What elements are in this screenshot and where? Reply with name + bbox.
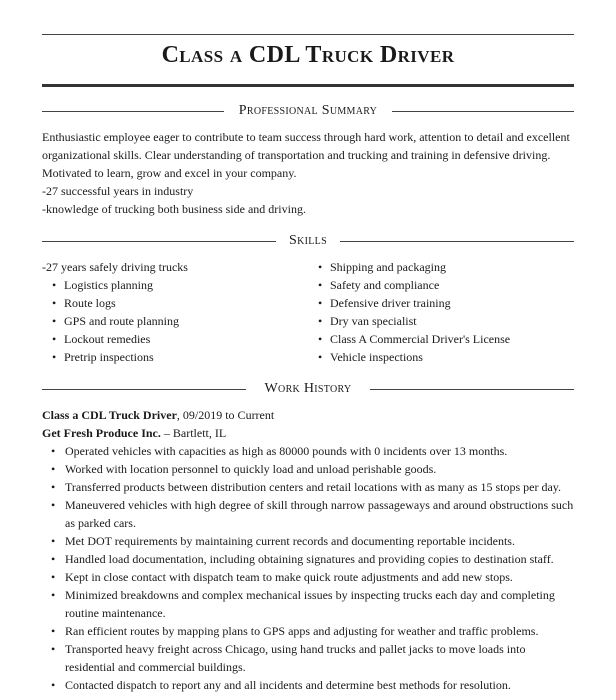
summary-line: -knowledge of trucking both business side and driving. <box>42 202 306 216</box>
responsibility-text: Transported heavy freight across Chicago, using hand trucks and pallet jacks to move loads into residential and commercial buildings. <box>65 642 526 674</box>
bullet-icon: • <box>52 350 57 364</box>
list-item <box>42 532 574 550</box>
responsibility-text: Contacted dispatch to report any and all incidents and determine best methods for resolution. <box>65 678 511 692</box>
bullet-icon: • <box>51 462 56 476</box>
skill-label: Dry van specialist <box>330 314 417 328</box>
list-item <box>42 550 574 568</box>
section-title-summary: Professional Summary <box>238 103 378 118</box>
section-title-skills: Skills <box>289 233 327 248</box>
job-dates: , 09/2019 to Current <box>176 408 275 422</box>
list-item <box>42 568 574 586</box>
list-item <box>42 460 574 478</box>
summary-line: -27 successful years in industry <box>42 184 194 198</box>
skill-label: -27 years safely driving trucks <box>42 260 188 274</box>
responsibility-text: Met DOT requirements by maintaining current records and documenting reportable incidents. <box>65 534 515 548</box>
skill-label: Route logs <box>64 296 116 310</box>
bullet-icon: • <box>51 480 56 494</box>
responsibility-text: Kept in close contact with dispatch team to make quick route adjustments and add new stops. <box>65 570 513 584</box>
list-item <box>42 676 574 694</box>
top-divider <box>42 34 574 35</box>
bullet-icon: • <box>51 552 56 566</box>
professional-summary <box>42 128 574 218</box>
responsibility-text: Handled load documentation, including obtaining signatures and providing copies to destination staff. <box>65 552 554 566</box>
skill-label: Lockout remedies <box>64 332 151 346</box>
bullet-icon: • <box>51 642 56 656</box>
bullet-icon: • <box>318 296 323 310</box>
bullet-icon: • <box>51 444 56 458</box>
responsibility-text: Operated vehicles with capacities as high as 80000 pounds with 0 incidents over 13 months. <box>65 444 508 458</box>
section-rule-right <box>340 241 574 242</box>
title-divider <box>42 84 574 87</box>
bullet-icon: • <box>52 296 57 310</box>
skill-label: Class A Commercial Driver's License <box>330 332 511 346</box>
bullet-icon: • <box>51 624 56 638</box>
section-header-work <box>42 380 574 398</box>
job-title-line <box>42 406 274 424</box>
section-rule-right <box>392 111 574 112</box>
section-rule-right <box>370 389 574 390</box>
section-header-skills <box>42 232 574 250</box>
list-item <box>42 640 574 676</box>
responsibility-text: Worked with location personnel to quickly load and unload perishable goods. <box>65 462 437 476</box>
responsibility-text: Maneuvered vehicles with high degree of skill through narrow passageways and around obstructions such as parked cars. <box>65 498 574 530</box>
skill-label: Defensive driver training <box>330 296 451 310</box>
list-item <box>42 622 574 640</box>
skill-label: Pretrip inspections <box>64 350 154 364</box>
responsibility-text: Transferred products between distribution centers and retail locations with as many as 15 stops per day. <box>65 480 561 494</box>
resume-title: Class a CDL Truck Driver <box>161 42 455 68</box>
list-item <box>42 442 574 460</box>
job-header <box>42 406 274 442</box>
summary-paragraph: Enthusiastic employee eager to contribute to team success through hard work, attention to detail and excellent organizational skills. Clear understanding of transportation and trucking and training in defensive driving. Motivated to learn, grow and excel in your company. <box>42 130 570 180</box>
section-title-work: Work History <box>264 381 352 396</box>
list-item <box>42 586 574 622</box>
responsibility-text: Ran efficient routes by mapping plans to GPS apps and adjusting for weather and traffic problems. <box>65 624 539 638</box>
skill-label: Logistics planning <box>64 278 153 292</box>
bullet-icon: • <box>52 332 57 346</box>
job-responsibilities <box>42 442 574 694</box>
list-item <box>42 478 574 496</box>
bullet-icon: • <box>51 534 56 548</box>
skill-label: GPS and route planning <box>64 314 179 328</box>
bullet-icon: • <box>52 278 57 292</box>
skill-label: Safety and compliance <box>330 278 440 292</box>
bullet-icon: • <box>51 570 56 584</box>
bullet-icon: • <box>318 260 323 274</box>
bullet-icon: • <box>52 314 57 328</box>
bullet-icon: • <box>318 278 323 292</box>
bullet-icon: • <box>318 332 323 346</box>
job-location: – Bartlett, IL <box>160 426 227 440</box>
bullet-icon: • <box>51 498 56 512</box>
skill-label: Vehicle inspections <box>330 350 423 364</box>
skill-label: Shipping and packaging <box>330 260 446 274</box>
section-header-summary <box>42 102 574 120</box>
bullet-icon: • <box>51 678 56 692</box>
bullet-icon: • <box>318 314 323 328</box>
job-company-line <box>42 424 274 442</box>
bullet-icon: • <box>318 350 323 364</box>
job-company: Get Fresh Produce Inc. <box>42 426 161 440</box>
responsibility-text: Minimized breakdowns and complex mechanical issues by inspecting trucks each day and completing routine maintenance. <box>65 588 555 620</box>
bullet-icon: • <box>51 588 56 602</box>
job-title: Class a CDL Truck Driver <box>42 408 177 422</box>
list-item <box>42 496 574 532</box>
